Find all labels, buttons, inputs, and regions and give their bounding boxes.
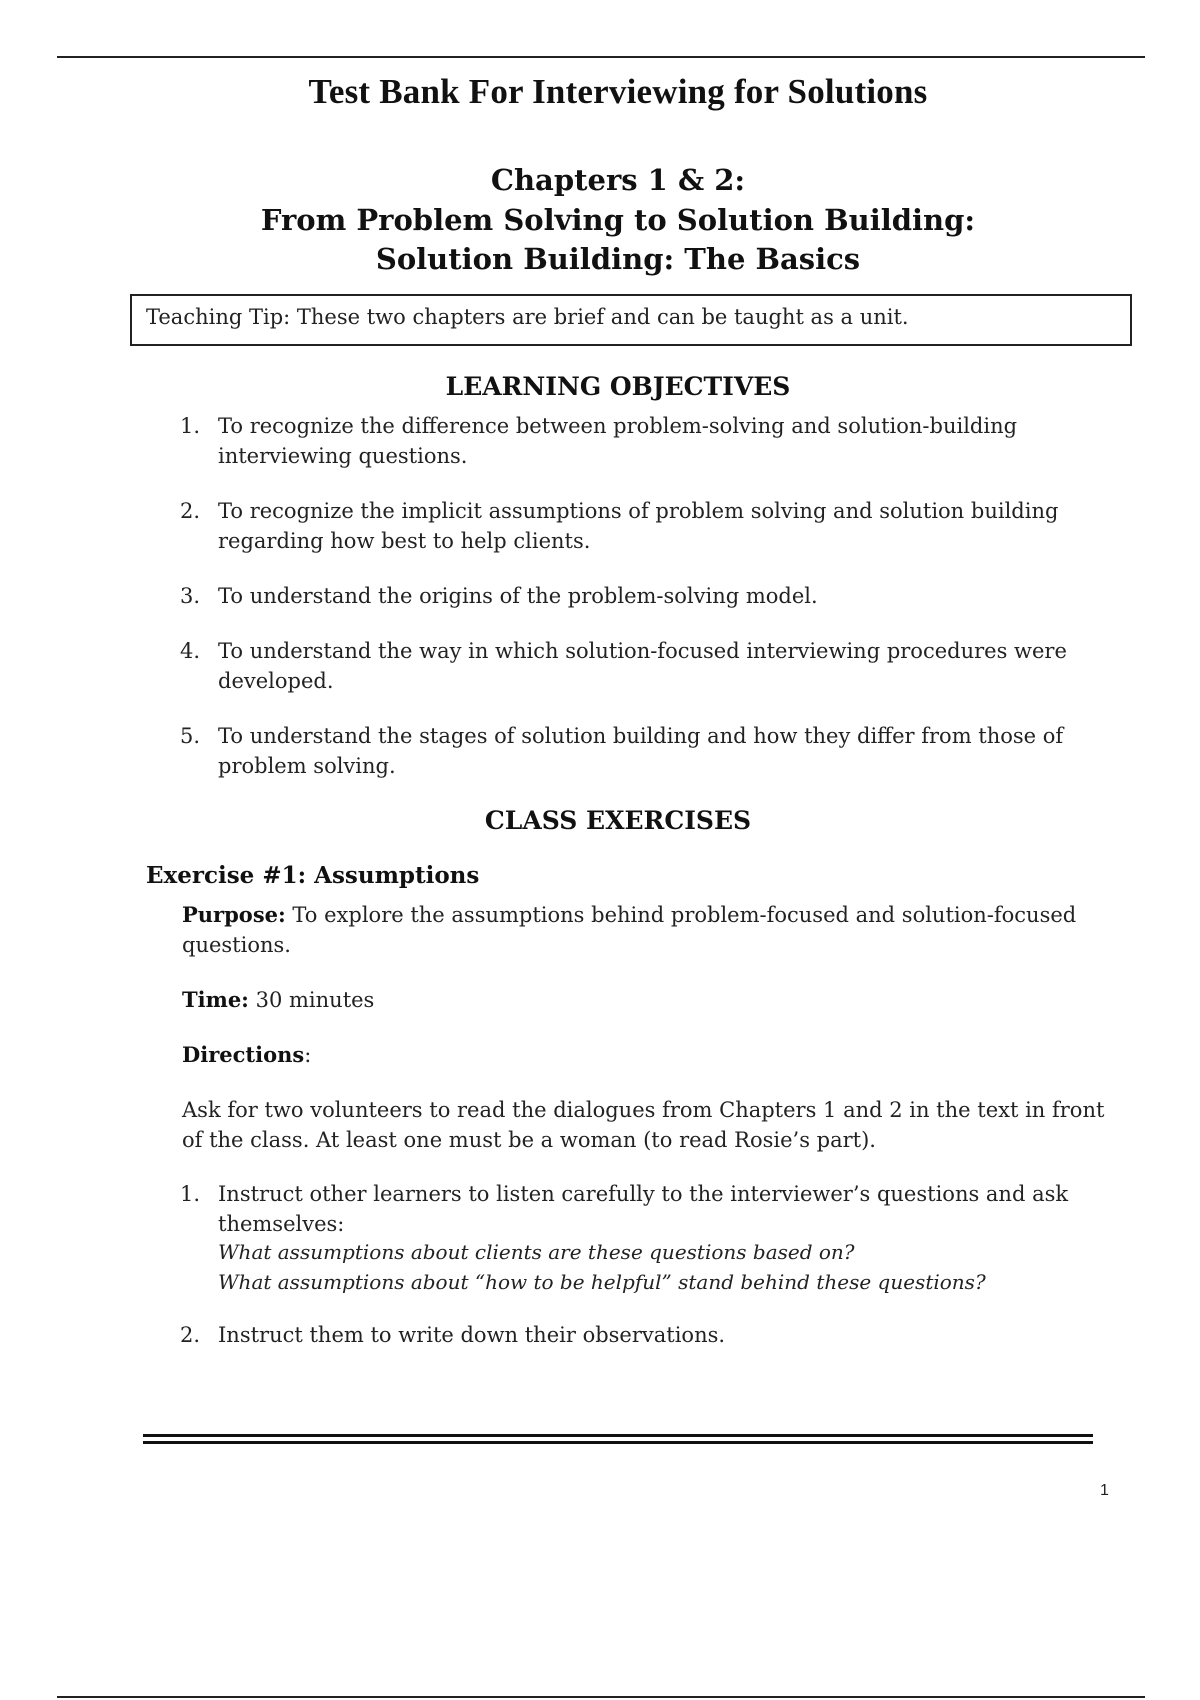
- objective-item: [218, 411, 1098, 471]
- objective-number: 4.: [180, 639, 201, 663]
- time-value: 30 minutes: [248, 988, 375, 1012]
- objective-item: [218, 636, 1098, 696]
- purpose-text-line-2: questions.: [182, 933, 291, 957]
- chapter-heading-line-1: Chapters 1 & 2:: [490, 163, 746, 197]
- step-item: [218, 1179, 1098, 1239]
- objective-line: To understand the stages of solution building and how they differ from those of: [218, 724, 1064, 748]
- teaching-tip-text: Teaching Tip: These two chapters are brief and can be taught as a unit.: [146, 305, 909, 329]
- step-number: 2.: [180, 1323, 201, 1347]
- time-paragraph: [182, 985, 1122, 1015]
- directions-intro: [182, 1095, 1122, 1155]
- document-title: Test Bank For Interviewing for Solutions: [308, 72, 928, 111]
- objective-line: developed.: [218, 669, 334, 693]
- top-rule: [57, 56, 1145, 58]
- learning-objectives-heading: LEARNING OBJECTIVES: [445, 372, 791, 401]
- directions-label: Directions: [182, 1042, 305, 1067]
- reflection-question: What assumptions about “how to be helpful” stand behind these questions?: [218, 1270, 986, 1294]
- objective-line: interviewing questions.: [218, 444, 468, 468]
- objective-line: To recognize the difference between problem-solving and solution-building: [218, 414, 1018, 438]
- purpose-paragraph: [182, 900, 1122, 960]
- bottom-rule: [57, 1696, 1145, 1698]
- step-line: themselves:: [218, 1212, 345, 1236]
- objective-line: problem solving.: [218, 754, 396, 778]
- objective-number: 3.: [180, 584, 201, 608]
- objective-number: 2.: [180, 499, 201, 523]
- footer-rule-upper: [143, 1434, 1093, 1437]
- footer-rule-lower: [143, 1441, 1093, 1444]
- purpose-text: To explore the assumptions behind problem-focused and solution-focused: [285, 903, 1077, 927]
- step-line: Instruct them to write down their observations.: [218, 1323, 726, 1347]
- objective-item: [218, 581, 1098, 611]
- objective-line: To recognize the implicit assumptions of problem solving and solution building: [218, 499, 1059, 523]
- time-label: Time:: [182, 987, 249, 1012]
- page-number: 1: [1100, 1482, 1109, 1499]
- objective-line: regarding how best to help clients.: [218, 529, 591, 553]
- objective-line: To understand the way in which solution-focused interviewing procedures were: [218, 639, 1067, 663]
- objective-line: To understand the origins of the problem-solving model.: [218, 584, 818, 608]
- directions-paragraph: [182, 1040, 1122, 1070]
- class-exercises-heading: CLASS EXERCISES: [484, 806, 752, 835]
- directions-intro-line: Ask for two volunteers to read the dialogues from Chapters 1 and 2 in the text in front: [182, 1098, 1105, 1122]
- chapter-heading-line-2: From Problem Solving to Solution Building:: [260, 203, 976, 237]
- step-number: 1.: [180, 1182, 201, 1206]
- reflection-question: What assumptions about clients are these questions based on?: [218, 1240, 855, 1264]
- objective-item: [218, 496, 1098, 556]
- directions-intro-line: of the class. At least one must be a woman (to read Rosie’s part).: [182, 1128, 876, 1152]
- chapter-heading-line-3: Solution Building: The Basics: [375, 242, 861, 276]
- directions-colon: :: [304, 1043, 312, 1067]
- objective-number: 1.: [180, 414, 201, 438]
- exercise-title: Exercise #1: Assumptions: [146, 862, 480, 889]
- step-item: [218, 1320, 1098, 1350]
- objective-item: [218, 721, 1098, 781]
- purpose-label: Purpose:: [182, 902, 286, 927]
- objective-number: 5.: [180, 724, 201, 748]
- step-line: Instruct other learners to listen carefully to the interviewer’s questions and ask: [218, 1182, 1069, 1206]
